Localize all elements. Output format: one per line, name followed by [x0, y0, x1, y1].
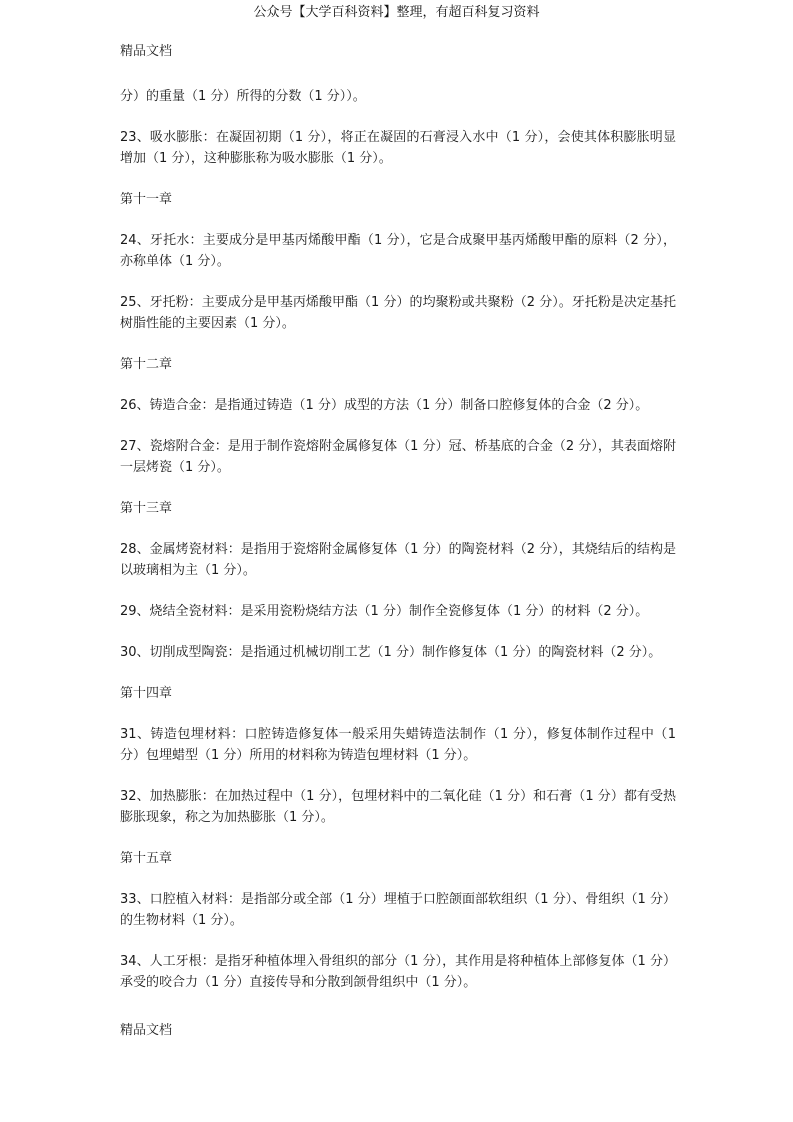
top-banner: 公众号【大学百科资料】整理，有超百科复习资料 [253, 5, 540, 20]
paragraph-31: 31、铸造包埋材料：口腔铸造修复体一般采用失蜡铸造法制作（1 分），修复体制作过程中（1 分）包埋蜡型（1 分）所用的材料称为铸造包埋材料（1 分）。 [120, 727, 676, 763]
paragraph-33: 33、口腔植入材料：是指部分或全部（1 分）埋植于口腔颌面部软组织（1 分）、骨组织（1 分）的生物材料（1 分）。 [120, 892, 676, 928]
header-watermark: 精品文档 [120, 44, 173, 59]
chapter-heading-11: 第十一章 [120, 192, 173, 207]
chapter-heading-15: 第十五章 [120, 851, 173, 866]
chapter-heading-12: 第十二章 [120, 357, 173, 372]
chapter-heading-14: 第十四章 [120, 686, 173, 701]
spacer [120, 1013, 676, 1021]
paragraph-23: 23、吸水膨胀：在凝固初期（1 分），将正在凝固的石膏浸入水中（1 分），会使其体积膨胀明显增加（1 分），这种膨胀称为吸水膨胀（1 分）。 [120, 130, 676, 166]
chapter-heading-13: 第十三章 [120, 501, 173, 516]
document-page [120, 42, 676, 1041]
paragraph-30: 30、切削成型陶瓷：是指通过机械切削工艺（1 分）制作修复体（1 分）的陶瓷材料（2 分）。 [120, 645, 662, 660]
paragraph-28: 28、金属烤瓷材料：是指用于瓷熔附金属修复体（1 分）的陶瓷材料（2 分），其烧结后的结构是以玻璃相为主（1 分）。 [120, 542, 676, 578]
paragraph-27: 27、瓷熔附合金：是用于制作瓷熔附金属修复体（1 分）冠、桥基底的合金（2 分），其表面熔附一层烤瓷（1 分）。 [120, 439, 676, 475]
footer-watermark: 精品文档 [120, 1023, 173, 1038]
paragraph-continuation: 分）的重量（1 分）所得的分数（1 分））。 [120, 89, 366, 104]
paragraph-25: 25、牙托粉：主要成分是甲基丙烯酸甲酯（1 分）的均聚粉或共聚粉（2 分）。牙托粉是决定基托树脂性能的主要因素（1 分）。 [120, 295, 676, 331]
paragraph-29: 29、烧结全瓷材料：是采用瓷粉烧结方法（1 分）制作全瓷修复体（1 分）的材料（2 分）。 [120, 604, 649, 619]
paragraph-32: 32、加热膨胀：在加热过程中（1 分），包埋材料中的二氧化硅（1 分）和石膏（1 分）都有受热膨胀现象，称之为加热膨胀（1 分）。 [120, 789, 676, 825]
paragraph-26: 26、铸造合金：是指通过铸造（1 分）成型的方法（1 分）制备口腔修复体的合金（2 分）。 [120, 398, 649, 413]
paragraph-34: 34、人工牙根：是指牙种植体埋入骨组织的部分（1 分），其作用是将种植体上部修复体（1 分）承受的咬合力（1 分）直接传导和分散到颌骨组织中（1 分）。 [120, 954, 676, 990]
paragraph-24: 24、牙托水：主要成分是甲基丙烯酸甲酯（1 分），它是合成聚甲基丙烯酸甲酯的原料（2 分），亦称单体（1 分）。 [120, 233, 676, 269]
